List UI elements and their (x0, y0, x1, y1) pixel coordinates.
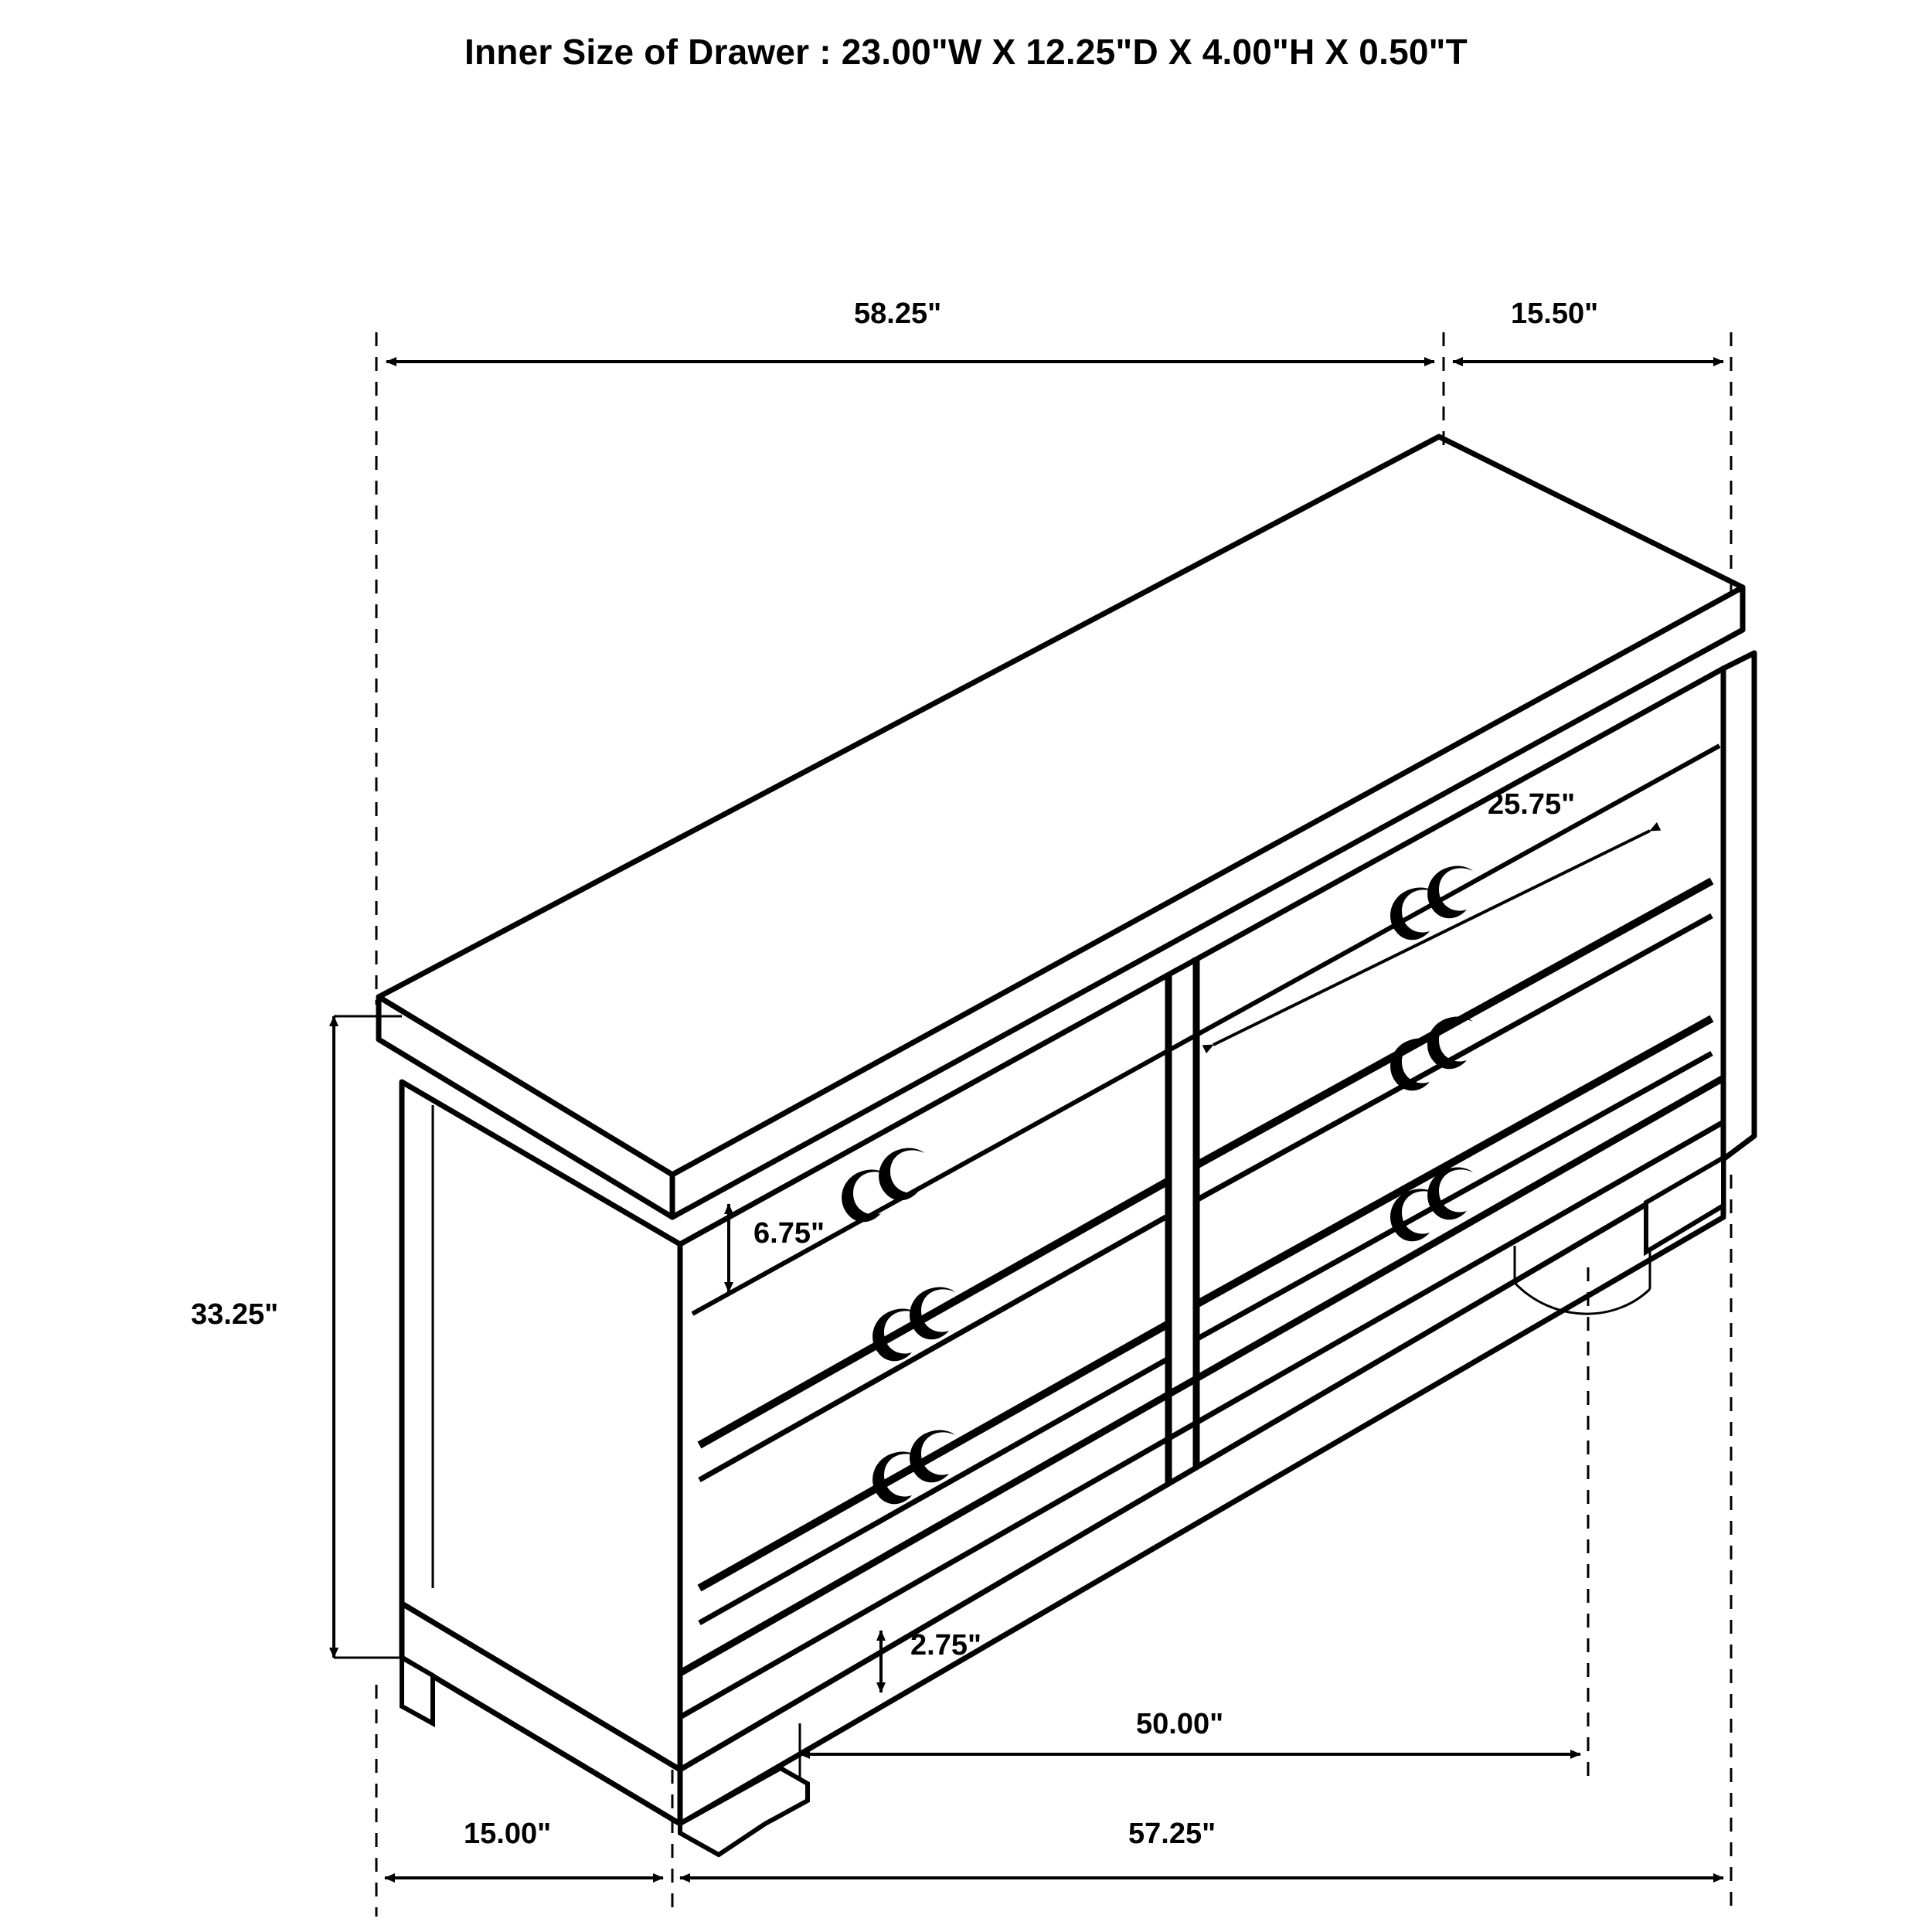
dim-bottom-overall-width: 57.25" (1128, 1818, 1216, 1850)
dim-depth-diagonal: 25.75" (1488, 788, 1576, 821)
dim-overall-height: 33.25" (191, 1298, 279, 1331)
dim-toe-kick-height: 2.75" (910, 1629, 981, 1662)
dim-top-right-width: 15.50" (1511, 298, 1599, 330)
dim-bottom-left-depth: 15.00" (464, 1818, 552, 1850)
page-title: Inner Size of Drawer : 23.00"W X 12.25"D X 4.00"H X 0.50"T (464, 32, 1468, 72)
dim-bottom-inner-width: 50.00" (1136, 1708, 1224, 1740)
dim-drawer-face-height: 6.75" (753, 1217, 825, 1250)
dresser-body (379, 437, 1754, 1855)
dim-top-left-width: 58.25" (854, 298, 942, 330)
